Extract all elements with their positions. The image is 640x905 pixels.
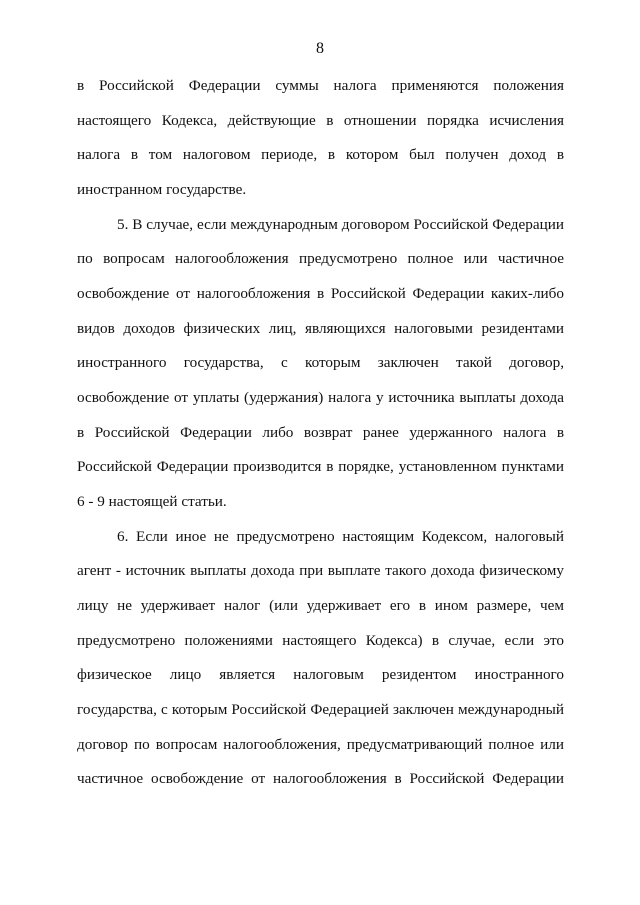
text-line: освобождение от налогообложения в Российской Федерации каких-либо (77, 285, 564, 302)
text-line: договор по вопросам налогообложения, предусматривающий полное или (77, 736, 564, 753)
text-line: лицу не удерживает налог (или удерживает его в ином размере, чем (77, 597, 564, 614)
text-line: частичное освобождение от налогообложения в Российской Федерации (77, 770, 564, 787)
text-line: агент - источник выплаты дохода при выплате такого дохода физическому (77, 562, 564, 579)
text-line: налога в том налоговом периоде, в котором был получен доход в (77, 146, 564, 163)
text-line: предусмотрено положениями настоящего Кодекса) в случае, если это (77, 632, 564, 649)
text-line: освобождение от уплаты (удержания) налога у источника выплаты дохода (77, 389, 564, 406)
text-line: государства, с которым Российской Федерацией заключен международный (77, 701, 564, 718)
text-line: в Российской Федерации либо возврат ранее удержанного налога в (77, 424, 564, 441)
paragraph-first-line: 6. Если иное не предусмотрено настоящим Кодексом, налоговый (117, 528, 564, 545)
text-line: в Российской Федерации суммы налога применяются положения (77, 77, 564, 94)
text-line: иностранном государстве. (77, 181, 247, 198)
text-line: настоящего Кодекса, действующие в отношении порядка исчисления (77, 112, 564, 129)
text-line: иностранного государства, с которым заключен такой договор, (77, 354, 564, 371)
page-number: 8 (316, 40, 324, 57)
text-line: по вопросам налогообложения предусмотрено полное или частичное (77, 250, 564, 267)
text-line: 6 - 9 настоящей статьи. (77, 493, 227, 510)
paragraph-first-line: 5. В случае, если международным договором Российской Федерации (117, 216, 564, 233)
text-line: видов доходов физических лиц, являющихся налоговыми резидентами (77, 320, 564, 337)
text-line: Российской Федерации производится в порядке, установленном пунктами (77, 458, 564, 475)
text-line: физическое лицо является налоговым резидентом иностранного (77, 666, 564, 683)
